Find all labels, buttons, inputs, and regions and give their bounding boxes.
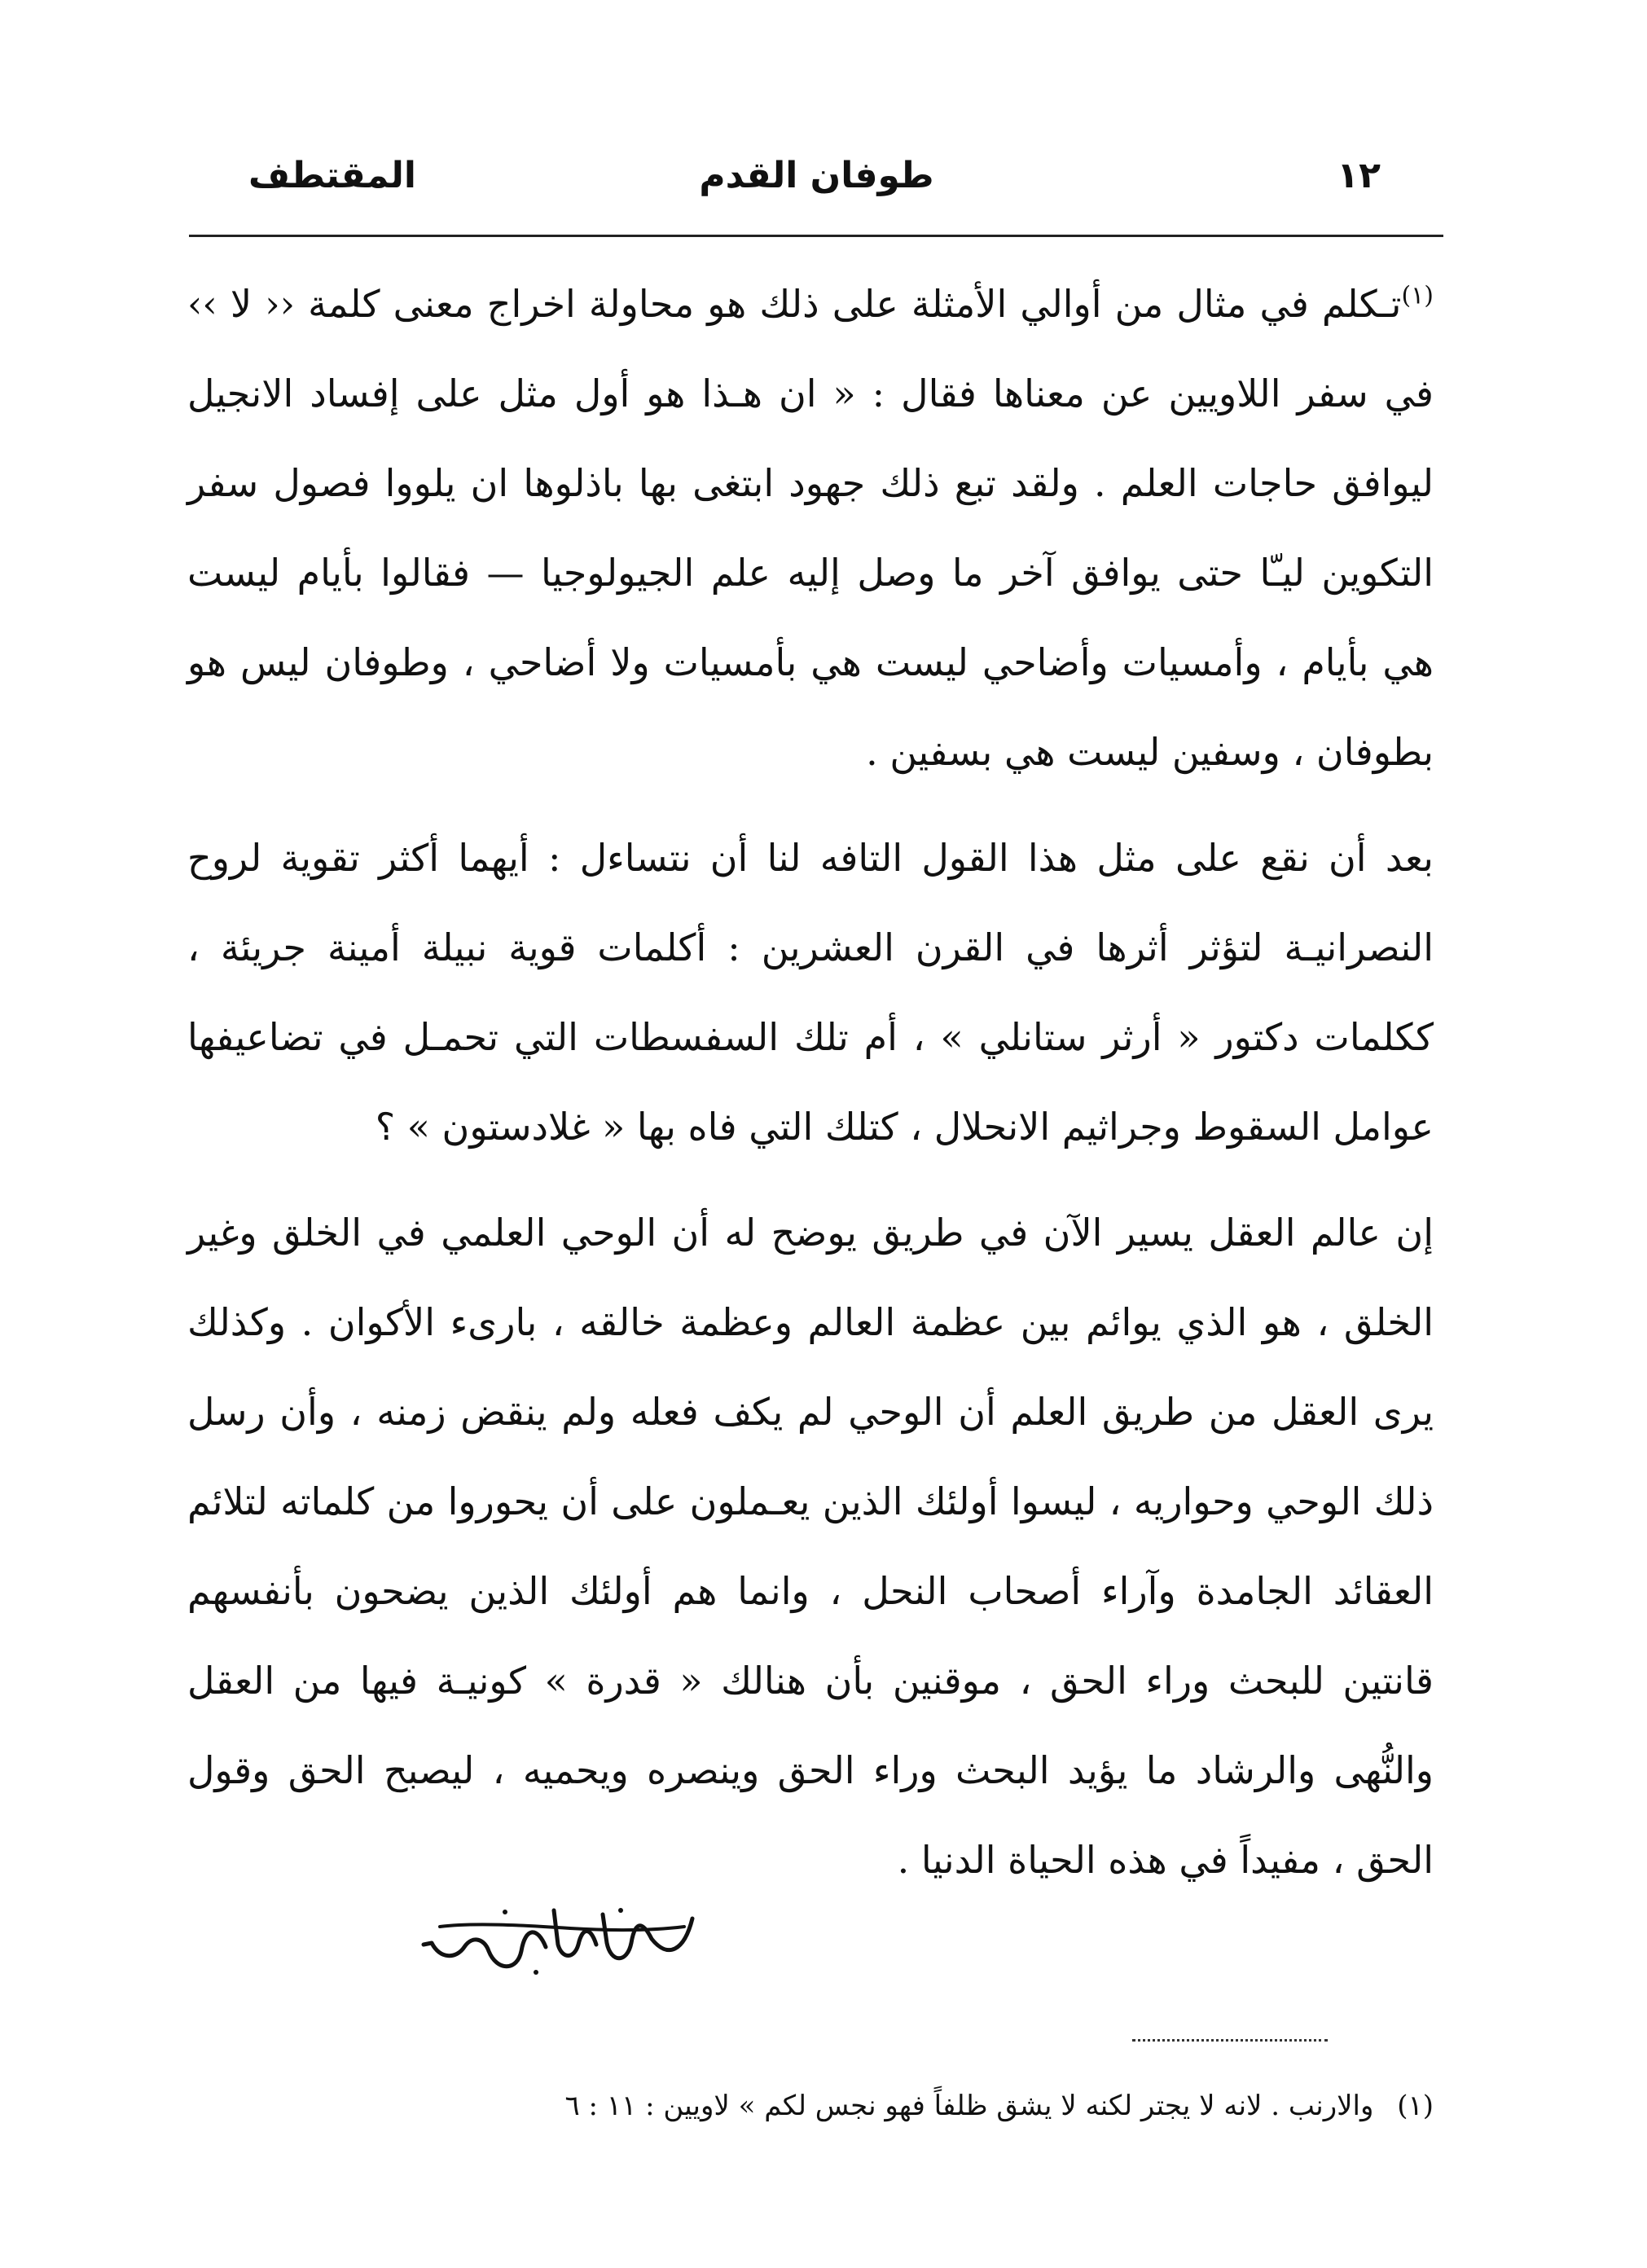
- paragraph-text: بعد أن نقع على مثل هذا القول التافه لنا أن نتساءل : أيهما أكثر تقوية لروح النصرانيـة لتؤثر أثرها في القرن العشرين : أكلمات قوية نبيلة أمينة جريئة ، ككلمات دكتور « أرثر ستانلي » ، أم تلك السفسطات التي تحمـل في تضاعيفها عوامل السقوط وجراثيم الانحلال ، كتلك التي فاه بها « غلادستون » ؟: [187, 836, 1434, 1149]
- page-number: ١٢: [1337, 155, 1381, 196]
- running-header: [248, 155, 1385, 212]
- author-signature: [407, 1894, 701, 1984]
- footnote-mark: (١): [1397, 2090, 1434, 2122]
- paragraph-2: [187, 813, 1434, 1171]
- signature-handwriting: [407, 1894, 701, 1984]
- header-divider: [189, 235, 1443, 237]
- paragraph-3: [187, 1188, 1434, 1905]
- paragraph-text: إن عالم العقل يسير الآن في طريق يوضح له أن الوحي العلمي في الخلق وغير الخلق ، هو الذي يوائم بين عظمة العالم وعظمة خالقه ، بارىء الأكوان . وكذلك يرى العقل من طريق العلم أن الوحي لم يكف فعله ولم ينقض زمنه ، وأن رسل ذلك الوحي وحواريه ، ليسوا أولئك الذين يعـملون على أن يحوروا من كلماته لتلائم العقائد الجامدة وآراء أصحاب النحل ، وانما هم أولئك الذين يضحون بأنفسهم قانتين للبحث وراء الحق ، موقنين بأن هنالك « قدرة » كونيـة فيها من العقل والنُّهى والرشاد ما يؤيد البحث وراء الحق وينصره ويحميه ، ليصبح الحق وقول الحق ، مفيداً في هذه الحياة الدنيا .: [187, 1211, 1434, 1882]
- footnote-divider: [1132, 2039, 1328, 2042]
- footnote-reference: (١): [1401, 281, 1434, 310]
- article-body: [187, 259, 1434, 1921]
- journal-name: المقتطف: [248, 155, 416, 196]
- paragraph-text: تـكلم في مثال من أوالي الأمثلة على ذلك هو محاولة اخراج معنى كلمة ‹‹ لا ›› في سفر اللاويين عن معناها فقال : « ان هـذا هو أول مثل على إفساد الانجيل ليوافق حاجات العلم . ولقد تبع ذلك جهود ابتغى بها باذلوها ان يلووا فصول سفر التكوين ليـّا حتى يوافق آخر ما وصل إليه علم الجيولوجيا — فقالوا بأيام ليست هي بأيام ، وأمسيات وأضاحي ليست هي بأمسيات ولا أضاحي ، وطوفان ليس هو بطوفان ، وسفين ليست هي بسفين .: [187, 282, 1434, 774]
- paragraph-1: [187, 259, 1434, 797]
- footnote-text: والارنب . لانه لا يجتر لكنه لا يشق ظلفاً فهو نجس لكم » لاويين : ١١ : ٦: [564, 2090, 1374, 2122]
- footnote: [375, 2081, 1434, 2130]
- article-title: طوفان القدم: [699, 155, 934, 196]
